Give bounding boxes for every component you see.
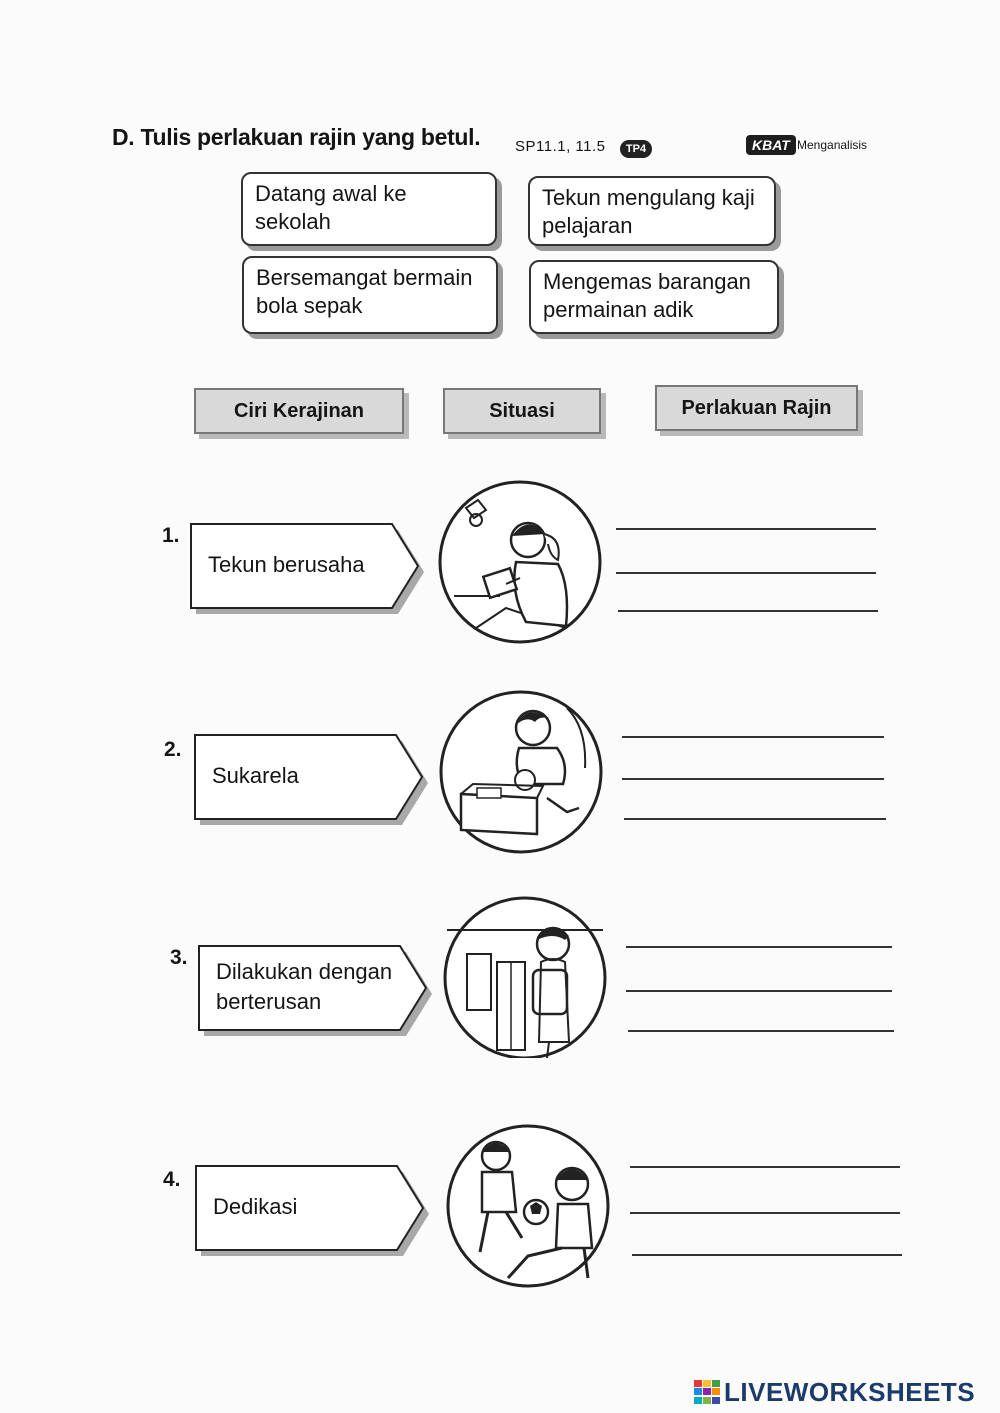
answer-line[interactable] xyxy=(618,610,878,612)
column-header-action: Perlakuan Rajin xyxy=(655,385,858,431)
answer-line[interactable] xyxy=(616,572,876,574)
column-header-situation: Situasi xyxy=(443,388,601,434)
row-number: 1. xyxy=(162,524,180,547)
boy-arriving-school-illustration xyxy=(441,890,609,1058)
kbat-badge: KBAT xyxy=(746,135,796,155)
liveworksheets-watermark xyxy=(694,1378,975,1406)
column-header-trait: Ciri Kerajinan xyxy=(194,388,404,434)
syllabus-reference: SP11.1, 11.5 xyxy=(515,138,606,155)
option-box[interactable]: Tekun mengulang kaji pelajaran xyxy=(528,176,776,246)
answer-line[interactable] xyxy=(626,946,892,948)
row-number: 3. xyxy=(170,946,188,969)
trait-label: Tekun berusaha xyxy=(208,552,365,577)
boys-playing-football-illustration xyxy=(444,1120,612,1288)
logo-cell xyxy=(703,1380,711,1387)
logo-cell xyxy=(712,1380,720,1387)
logo-cell xyxy=(712,1397,720,1404)
answer-line[interactable] xyxy=(616,528,876,530)
trait-label: Dilakukan dengan berterusan xyxy=(216,959,393,1014)
exercise-title: D. Tulis perlakuan rajin yang betul. xyxy=(112,124,481,150)
trait-label: Dedikasi xyxy=(213,1194,298,1219)
answer-line[interactable] xyxy=(630,1212,900,1214)
watermark-text: LIVEWORKSHEETS xyxy=(724,1376,976,1407)
answer-line[interactable] xyxy=(622,778,884,780)
answer-line[interactable] xyxy=(624,818,886,820)
logo-cell xyxy=(703,1397,711,1404)
trait-tag xyxy=(195,1164,435,1256)
answer-line[interactable] xyxy=(632,1254,902,1256)
liveworksheets-logo-icon xyxy=(694,1380,720,1404)
option-box[interactable]: Bersemangat bermain bola sepak xyxy=(242,256,498,334)
trait-tag xyxy=(190,522,430,614)
kbat-level: Menganalisis xyxy=(797,138,868,152)
answer-line[interactable] xyxy=(630,1166,900,1168)
option-box[interactable]: Mengemas barangan permainan adik xyxy=(529,260,779,334)
row-number: 4. xyxy=(163,1168,181,1191)
logo-cell xyxy=(712,1388,720,1395)
trait-tag xyxy=(194,733,434,825)
boy-packing-toys-illustration xyxy=(437,688,605,856)
answer-line[interactable] xyxy=(622,736,884,738)
trait-label: Sukarela xyxy=(212,763,299,788)
girl-reading-book-illustration xyxy=(436,478,604,646)
logo-cell xyxy=(694,1397,702,1404)
option-box[interactable]: Datang awal ke sekolah xyxy=(241,172,497,246)
answer-line[interactable] xyxy=(628,1030,894,1032)
tp-badge: TP4 xyxy=(620,140,652,158)
logo-cell xyxy=(694,1388,702,1395)
logo-cell xyxy=(694,1380,702,1387)
row-number: 2. xyxy=(164,738,182,761)
logo-cell xyxy=(703,1388,711,1395)
trait-tag xyxy=(198,944,438,1036)
answer-line[interactable] xyxy=(626,990,892,992)
